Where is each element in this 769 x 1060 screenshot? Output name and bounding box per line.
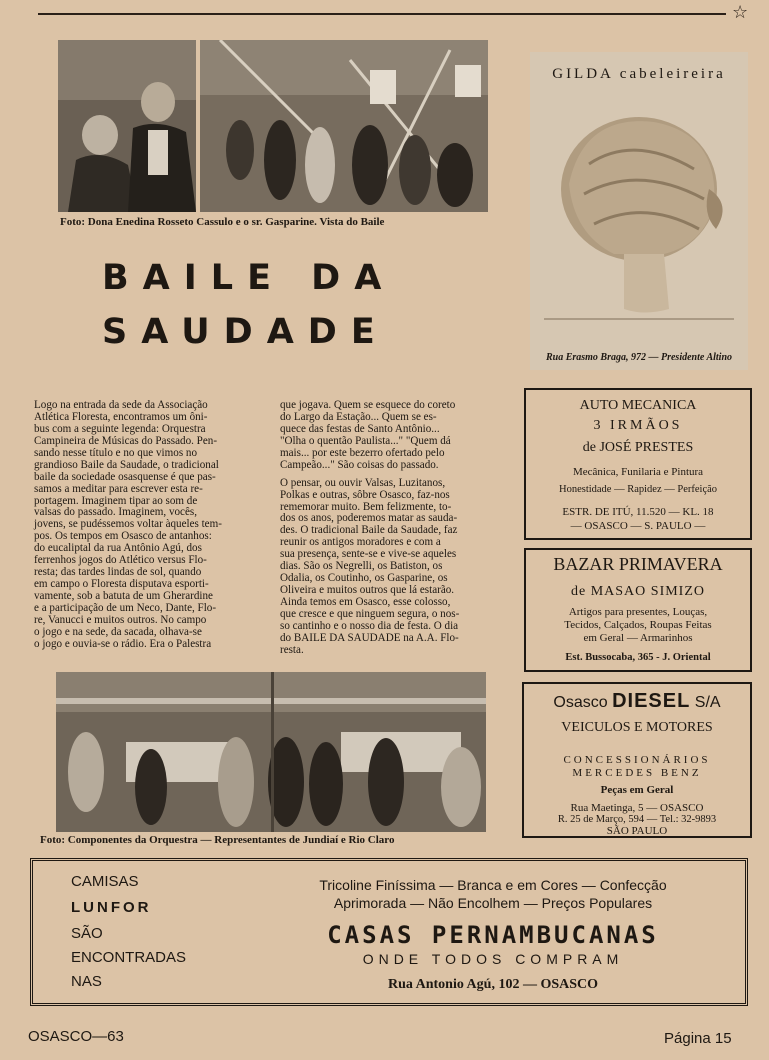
article-line: dos os anos, poderemos matar as sauda- [280, 512, 458, 525]
bazar-items-2: Tecidos, Calçados, Roupas Feitas [564, 619, 712, 631]
article-line: reunir os antigos moradores e com a [280, 536, 441, 549]
article-line: sando nesse título e no que vimos no [34, 446, 197, 459]
star-icon: ☆ [732, 2, 749, 23]
casas-brand: CASAS PERNAMBUCANAS [327, 921, 659, 949]
auto-title: AUTO MECANICA [579, 398, 697, 413]
article-line: rememorar muito. Bem felizmente, to- [280, 500, 452, 513]
article-line: vamente, sob a batuta de um Gherardine [34, 590, 213, 602]
article-line: resta. [280, 643, 304, 656]
auto-owner: de JOSÉ PRESTES [582, 440, 694, 455]
article-right-column [280, 400, 512, 657]
article-line: O pensar, ou ouvir Valsas, Luzitanos, [280, 476, 446, 489]
article-line: do Largo da Estação... Quem se es- [280, 410, 437, 423]
article-line: Atlética Floresta, encontramos um ôni- [34, 410, 208, 423]
article-line: que jogava. Quem se esquece do coreto [280, 399, 456, 411]
article-line: resta; das tardes lindas de sol, quando [34, 566, 202, 579]
article-line: dias. São os Negrelli, os Batiston, os [280, 560, 443, 573]
article-line: e a participação de um Neco, Dante, Flo- [34, 601, 217, 614]
article-line: pos. Os tempos em Osasco de antanhos: [34, 530, 212, 543]
lunfor-line-1: CAMISAS [71, 873, 139, 890]
auto-services: Mecânica, Funilaria e Pintura [572, 466, 704, 478]
diesel-city: SÃO PAULO [606, 825, 668, 837]
article-line: ferrenhos jogos do Atlético versus Flo- [34, 554, 207, 567]
bazar-title: BAZAR PRIMAVERA [553, 554, 723, 574]
diesel-parts: Peças em Geral [600, 784, 674, 796]
article-line: "Olha o quentão Paulista..." "Quem dá [280, 434, 451, 447]
diesel-address-1: Rua Maetinga, 5 — OSASCO [570, 802, 704, 814]
article-line: Odalia, os Coutinho, os Gasparine, os [280, 572, 448, 585]
article-line: des. O tradicional Baile da Saudade, faz [280, 524, 458, 537]
photo-ballroom [200, 40, 488, 212]
article-line: valsas do passado. Imaginem, vocês, [34, 506, 197, 519]
gilda-address: Rua Erasmo Braga, 972 — Presidente Altino [545, 352, 733, 363]
casas-slogan-2: Aprimorada — Não Encolhem — Preços Populares [333, 895, 653, 911]
header-rule [38, 13, 726, 15]
diesel-brand-osasco: Osasco [553, 694, 608, 711]
photo-orchestra [56, 672, 486, 832]
article-line: o jogo e ouvia-se o rádio. Era o Palestra [34, 637, 212, 650]
article-line: Polkas e outras, sôbre Osasco, faz-nos [280, 488, 450, 501]
diesel-brand-name: DIESEL [612, 690, 691, 712]
article-line: do BAILE DA SAUDADE na A.A. Flo- [280, 631, 459, 644]
auto-brand: 3 IRMÃOS [593, 418, 683, 433]
lunfor-line-3: SÃO [71, 925, 103, 942]
article-line: sua presença, sente-se e vive-se aqueles [280, 548, 457, 561]
article-line: do eucaliptal da rua Antônio Agú, dos [34, 542, 202, 555]
bazar-owner: de MASAO SIMIZO [571, 584, 705, 599]
article-line: bus com a seguinte legenda: Orquestra [34, 422, 206, 435]
article-line: Ainda temos em Osasco, esse colosso, [280, 596, 451, 608]
diesel-tagline: VEICULOS E MOTORES [561, 720, 713, 735]
footer-page-number: Página 15 [664, 1030, 732, 1047]
ad-bazar-primavera [524, 548, 752, 672]
casas-tagline: ONDE TODOS COMPRAM [362, 951, 624, 967]
article-line: Campineira de Músicas do Passado. Pen- [34, 434, 218, 447]
casas-address: Rua Antonio Agú, 102 — OSASCO [387, 977, 599, 992]
auto-city: — OSASCO — S. PAULO — [570, 520, 706, 532]
diesel-concession-1: CONCESSIONÁRIOS [563, 754, 711, 766]
bazar-items-3: em Geral — Armarinhos [583, 632, 693, 644]
photo-couple [58, 40, 196, 212]
article-line: Campeão..." São coisas do passado. [280, 458, 439, 471]
article-line: em campo o Floresta disputava esporti- [34, 578, 209, 591]
article-line: portagem. Imaginem tipar ao som de [34, 494, 198, 507]
ad-osasco-diesel [522, 682, 752, 838]
article-line: so cantinho e o nosso dia de festa. O dia [280, 619, 459, 632]
top-photo-caption: Foto: Dona Enedina Rosseto Cassulo e o sr. Gasparine. Vista do Baile [60, 216, 385, 228]
ad-gilda [530, 52, 748, 370]
auto-address: ESTR. DE ITÚ, 11.520 — KL. 18 [562, 506, 714, 518]
article-left-column [34, 400, 264, 651]
footer-issue: OSASCO—63 [28, 1028, 124, 1045]
article-line: samos a meditar para escrever esta re- [34, 482, 203, 495]
article-line: Logo na entrada da sede da Associação [34, 399, 208, 411]
casas-slogan-1: Tricoline Finíssima — Branca e em Cores — Confecção [319, 877, 667, 893]
diesel-address-2: R. 25 de Março, 594 — Tel.: 32-9893 [557, 814, 717, 825]
article-line: que cresce e que ninguem segura, o nos- [280, 607, 460, 620]
article-line: jovens, se pudéssemos voltar àqueles tem- [34, 518, 222, 531]
bazar-address: Est. Bussocaba, 365 - J. Oriental [565, 652, 711, 663]
auto-motto: Honestidade — Rapidez — Perfeição [558, 484, 718, 495]
headline-line-2: SAUDADE [102, 312, 389, 352]
diesel-brand [524, 690, 750, 713]
ad-casas-pernambucanas [30, 858, 748, 1006]
article-line: Oliveira e muitos outros que lá estarão. [280, 584, 455, 597]
lunfor-line-4: ENCONTRADAS [71, 949, 187, 966]
article-line: mais... por este bezerro ofertado pelo [280, 446, 445, 459]
bazar-items-1: Artigos para presentes, Louças, [568, 606, 708, 618]
lunfor-line-2: LUNFOR [71, 899, 152, 916]
article-line: quece das festas de Santo Antônio... [280, 422, 440, 435]
article-line: o jogo e na sede, da sacada, olhava-se [34, 625, 202, 638]
bottom-photo-caption: Foto: Componentes da Orquestra — Representantes de Jundiaí e Rio Claro [40, 834, 395, 846]
article-line: re, Vanucci e muitos outros. No campo [34, 613, 207, 626]
diesel-brand-sa: S/A [694, 694, 721, 711]
lunfor-line-5: NAS [71, 973, 102, 990]
hairstyle-illustration [544, 94, 734, 324]
article-line: grandioso Baile da Saudade, o tradicional [34, 458, 219, 471]
diesel-concession-2: MERCEDES BENZ [572, 767, 702, 779]
headline-line-1: BAILE DA [102, 258, 396, 298]
gilda-title: GILDA cabeleireira [552, 66, 726, 82]
article-line: baile da sociedade osasquense é que pas- [34, 470, 216, 483]
ad-auto-mecanica [524, 388, 752, 540]
